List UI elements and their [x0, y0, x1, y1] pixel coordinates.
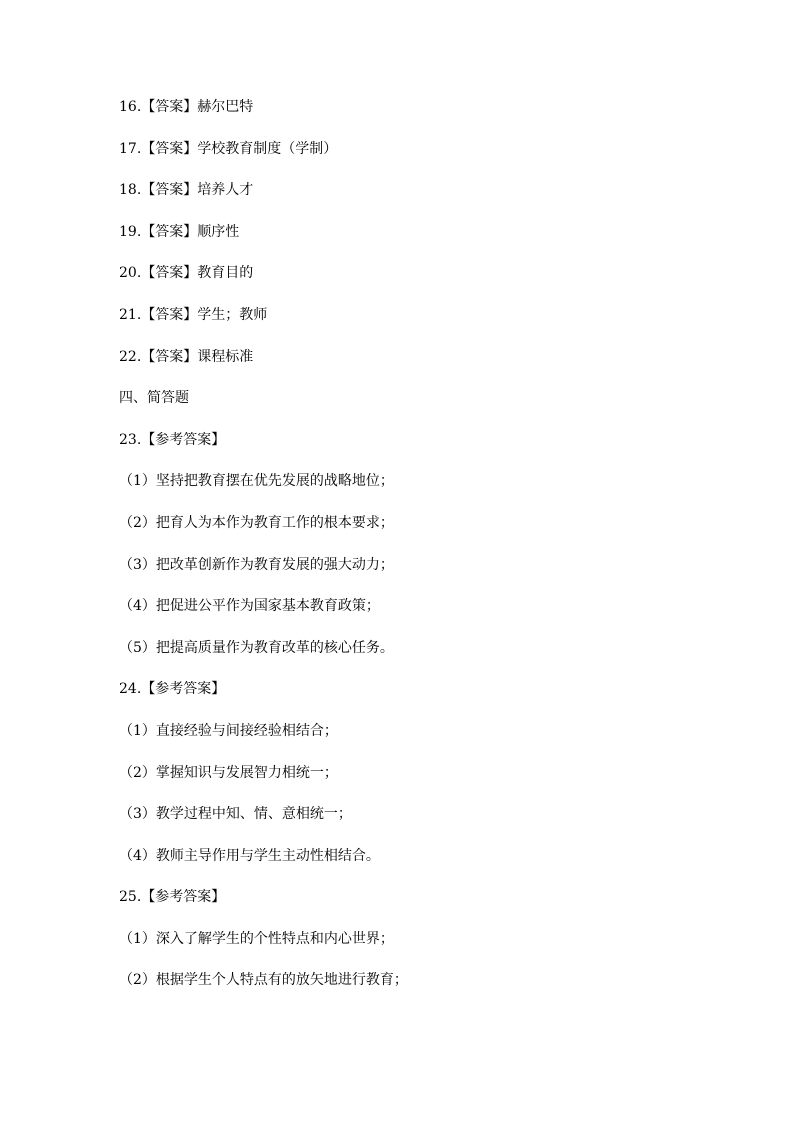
question-23-heading: 23.【参考答案】: [119, 431, 226, 448]
answer-23-item-3: （3）把改革创新作为教育发展的强大动力；: [119, 556, 394, 573]
answer-24-item-3: （3）教学过程中知、情、意相统一；: [119, 806, 352, 823]
answer-23-item-5: （5）把提高质量作为教育改革的核心任务。: [119, 639, 394, 656]
answer-17: 17.【答案】学校教育制度（学制）: [119, 140, 338, 157]
answer-25-item-1: （1）深入了解学生的个性特点和内心世界；: [119, 930, 394, 947]
answer-24-item-2: （2）掌握知识与发展智力相统一；: [119, 764, 338, 781]
answer-23-item-4: （4）把促进公平作为国家基本教育政策；: [119, 598, 380, 615]
answer-23-item-1: （1）坚持把教育摆在优先发展的战略地位；: [119, 473, 394, 490]
answer-18: 18.【答案】培养人才: [119, 182, 254, 199]
answer-20: 20.【答案】教育目的: [119, 265, 254, 282]
question-24-heading: 24.【参考答案】: [119, 681, 226, 698]
answer-24-item-4: （4）教师主导作用与学生主动性相结合。: [119, 847, 380, 864]
answer-22: 22.【答案】课程标准: [119, 348, 254, 365]
question-25-heading: 25.【参考答案】: [119, 889, 226, 906]
answer-19: 19.【答案】顺序性: [119, 223, 240, 240]
section-heading: 四、简答题: [119, 390, 189, 407]
answer-21: 21.【答案】学生；教师: [119, 306, 268, 323]
answer-23-item-2: （2）把育人为本作为教育工作的根本要求；: [119, 514, 394, 531]
answer-16: 16.【答案】赫尔巴特: [119, 99, 254, 115]
answer-24-item-1: （1）直接经验与间接经验相结合；: [119, 722, 338, 739]
answer-content: [119, 97, 679, 1012]
answer-25-item-2: （2）根据学生个人特点有的放矢地进行教育；: [119, 972, 408, 989]
